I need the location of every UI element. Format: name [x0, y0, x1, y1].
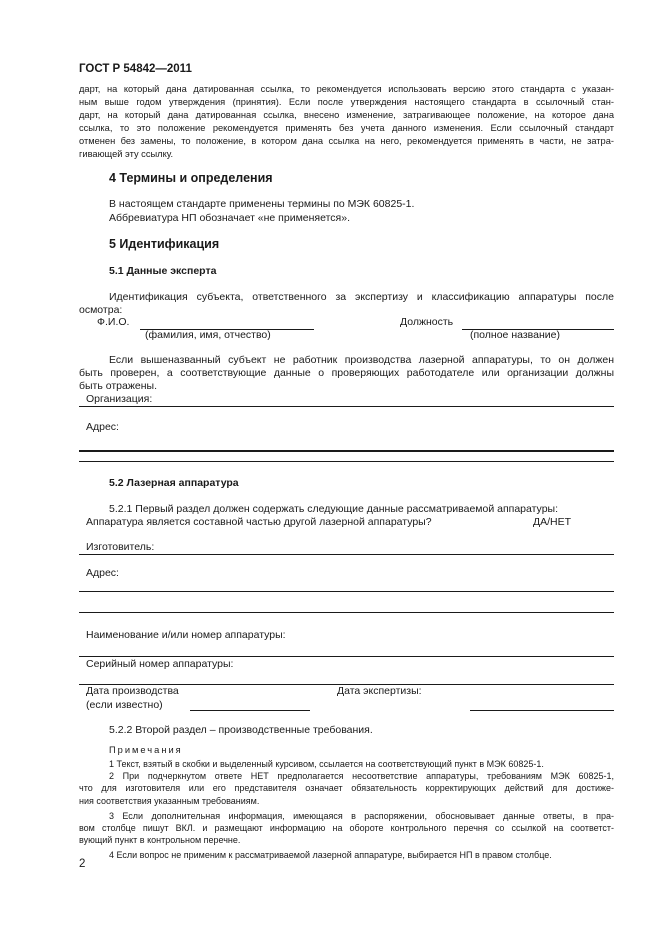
- name-label: Наименование и/или номер аппаратуры:: [86, 629, 286, 641]
- address-field-line-4[interactable]: [79, 612, 614, 613]
- if-text: быть отражены.: [79, 380, 157, 392]
- note-4: 4 Если вопрос не применим к рассматриваемой лазерной аппаратуре, выбирается НП в правом столбце.: [109, 850, 552, 861]
- position-hint: (полное название): [470, 329, 560, 341]
- address-field-line-3[interactable]: [79, 591, 614, 592]
- section-4-text: В настоящем стандарте применены термины по МЭК 60825-1.: [109, 198, 415, 210]
- intro-line: гивающей эту ссылку.: [79, 149, 174, 160]
- note-3-line: вом столбце пишут ВКЛ. и размещают информацию на обороте контрольного перечня со ссылкой на соответст-: [79, 823, 614, 834]
- note-3-line: 3 Если дополнительная информация, имеющаяся в распоряжении, обосновывает данные ответы, в пра-: [109, 810, 614, 821]
- intro-line: отменен без замены, то положение, в котором дана ссылка на него, рекомендуется применять в части, не затра-: [79, 136, 614, 147]
- document-header: ГОСТ Р 54842—2011: [79, 63, 192, 75]
- if-text: Если вышеназванный субъект не работник производства лазерной аппаратуры, то он должен: [109, 354, 614, 366]
- if-text: быть проверен, а соответствующие данные о проверяющих работодателе или организации должны: [79, 367, 614, 379]
- p521-text: 5.2.1 Первый раздел должен содержать следующие данные рассматриваемой аппаратуры:: [109, 503, 558, 515]
- position-label: Должность: [400, 316, 454, 328]
- subsection-5-1-title: 5.1 Данные эксперта: [109, 265, 217, 277]
- notes-title: Примечания: [109, 745, 183, 755]
- serial-label: Серийный номер аппаратуры:: [86, 658, 234, 670]
- intro-line: дарт, на который дана датированная ссылка, внесено изменение, затрагивающее положение, на которое дана: [79, 110, 614, 121]
- address-label: Адрес:: [86, 421, 119, 433]
- p522-text: 5.2.2 Второй раздел – производственные требования.: [109, 724, 373, 736]
- component-question: Аппаратура является составной частью другой лазерной аппаратуры?: [86, 516, 432, 528]
- subsection-5-2-title: 5.2 Лазерная аппаратура: [109, 477, 239, 489]
- production-date-hint: (если известно): [86, 699, 163, 711]
- production-date-field-line[interactable]: [190, 710, 310, 711]
- component-answer[interactable]: ДА/НЕТ: [533, 516, 572, 528]
- identification-text: Идентификация субъекта, ответственного за экспертизу и классификацию аппаратуры после: [109, 291, 614, 303]
- note-2-line: 2 При подчеркнутом ответе НЕТ предполагается несоответствие аппаратуры, требованиям МЭК 60825-1,: [109, 771, 614, 782]
- organization-field-line[interactable]: [79, 406, 614, 407]
- fio-label: Ф.И.О.: [97, 316, 130, 328]
- manufacturer-label: Изготовитель:: [86, 541, 155, 553]
- exam-date-field-line[interactable]: [470, 710, 614, 711]
- address-label-2: Адрес:: [86, 567, 119, 579]
- page-number: 2: [79, 858, 86, 870]
- exam-date-label: Дата экспертизы:: [337, 685, 422, 697]
- notes-block: [79, 758, 614, 862]
- production-date-label: Дата производства: [86, 685, 179, 697]
- address-field-line[interactable]: [79, 450, 614, 452]
- note-3-line: вующий пункт в контрольном перечне.: [79, 835, 241, 846]
- intro-line: ссылка, то это положение рекомендуется применять без учета данного изменения. Если ссылочный стандарт: [79, 123, 614, 134]
- identification-text: осмотра:: [79, 304, 123, 316]
- note-1: 1 Текст, взятый в скобки и выделенный курсивом, ссылается на соответствующий пункт в МЭК 60825-1.: [109, 759, 544, 769]
- address-field-line-2[interactable]: [79, 461, 614, 462]
- name-field-line[interactable]: [79, 656, 614, 657]
- note-2-line: что для изготовителя или его представителя означает обязательность корректирующих действий для достиже-: [79, 783, 614, 794]
- intro-line: дарт, на который дана датированная ссылка, то рекомендуется использовать версию этого стандарта с указан-: [79, 84, 614, 94]
- section-4-text: Аббревиатура НП обозначает «не применяется».: [109, 212, 350, 224]
- note-2-line: ния соответствия указанным требованиям.: [79, 795, 260, 806]
- fio-hint: (фамилия, имя, отчество): [145, 329, 271, 341]
- section-4-title: 4 Термины и определения: [109, 171, 273, 185]
- section-5-title: 5 Идентификация: [109, 237, 220, 251]
- intro-paragraph: [79, 83, 614, 162]
- organization-label: Организация:: [86, 393, 153, 405]
- manufacturer-field-line[interactable]: [79, 554, 614, 555]
- intro-line: ным выше годом утверждения (принятия). Если после утверждения настоящего стандарта в ссылочный стан-: [79, 97, 614, 108]
